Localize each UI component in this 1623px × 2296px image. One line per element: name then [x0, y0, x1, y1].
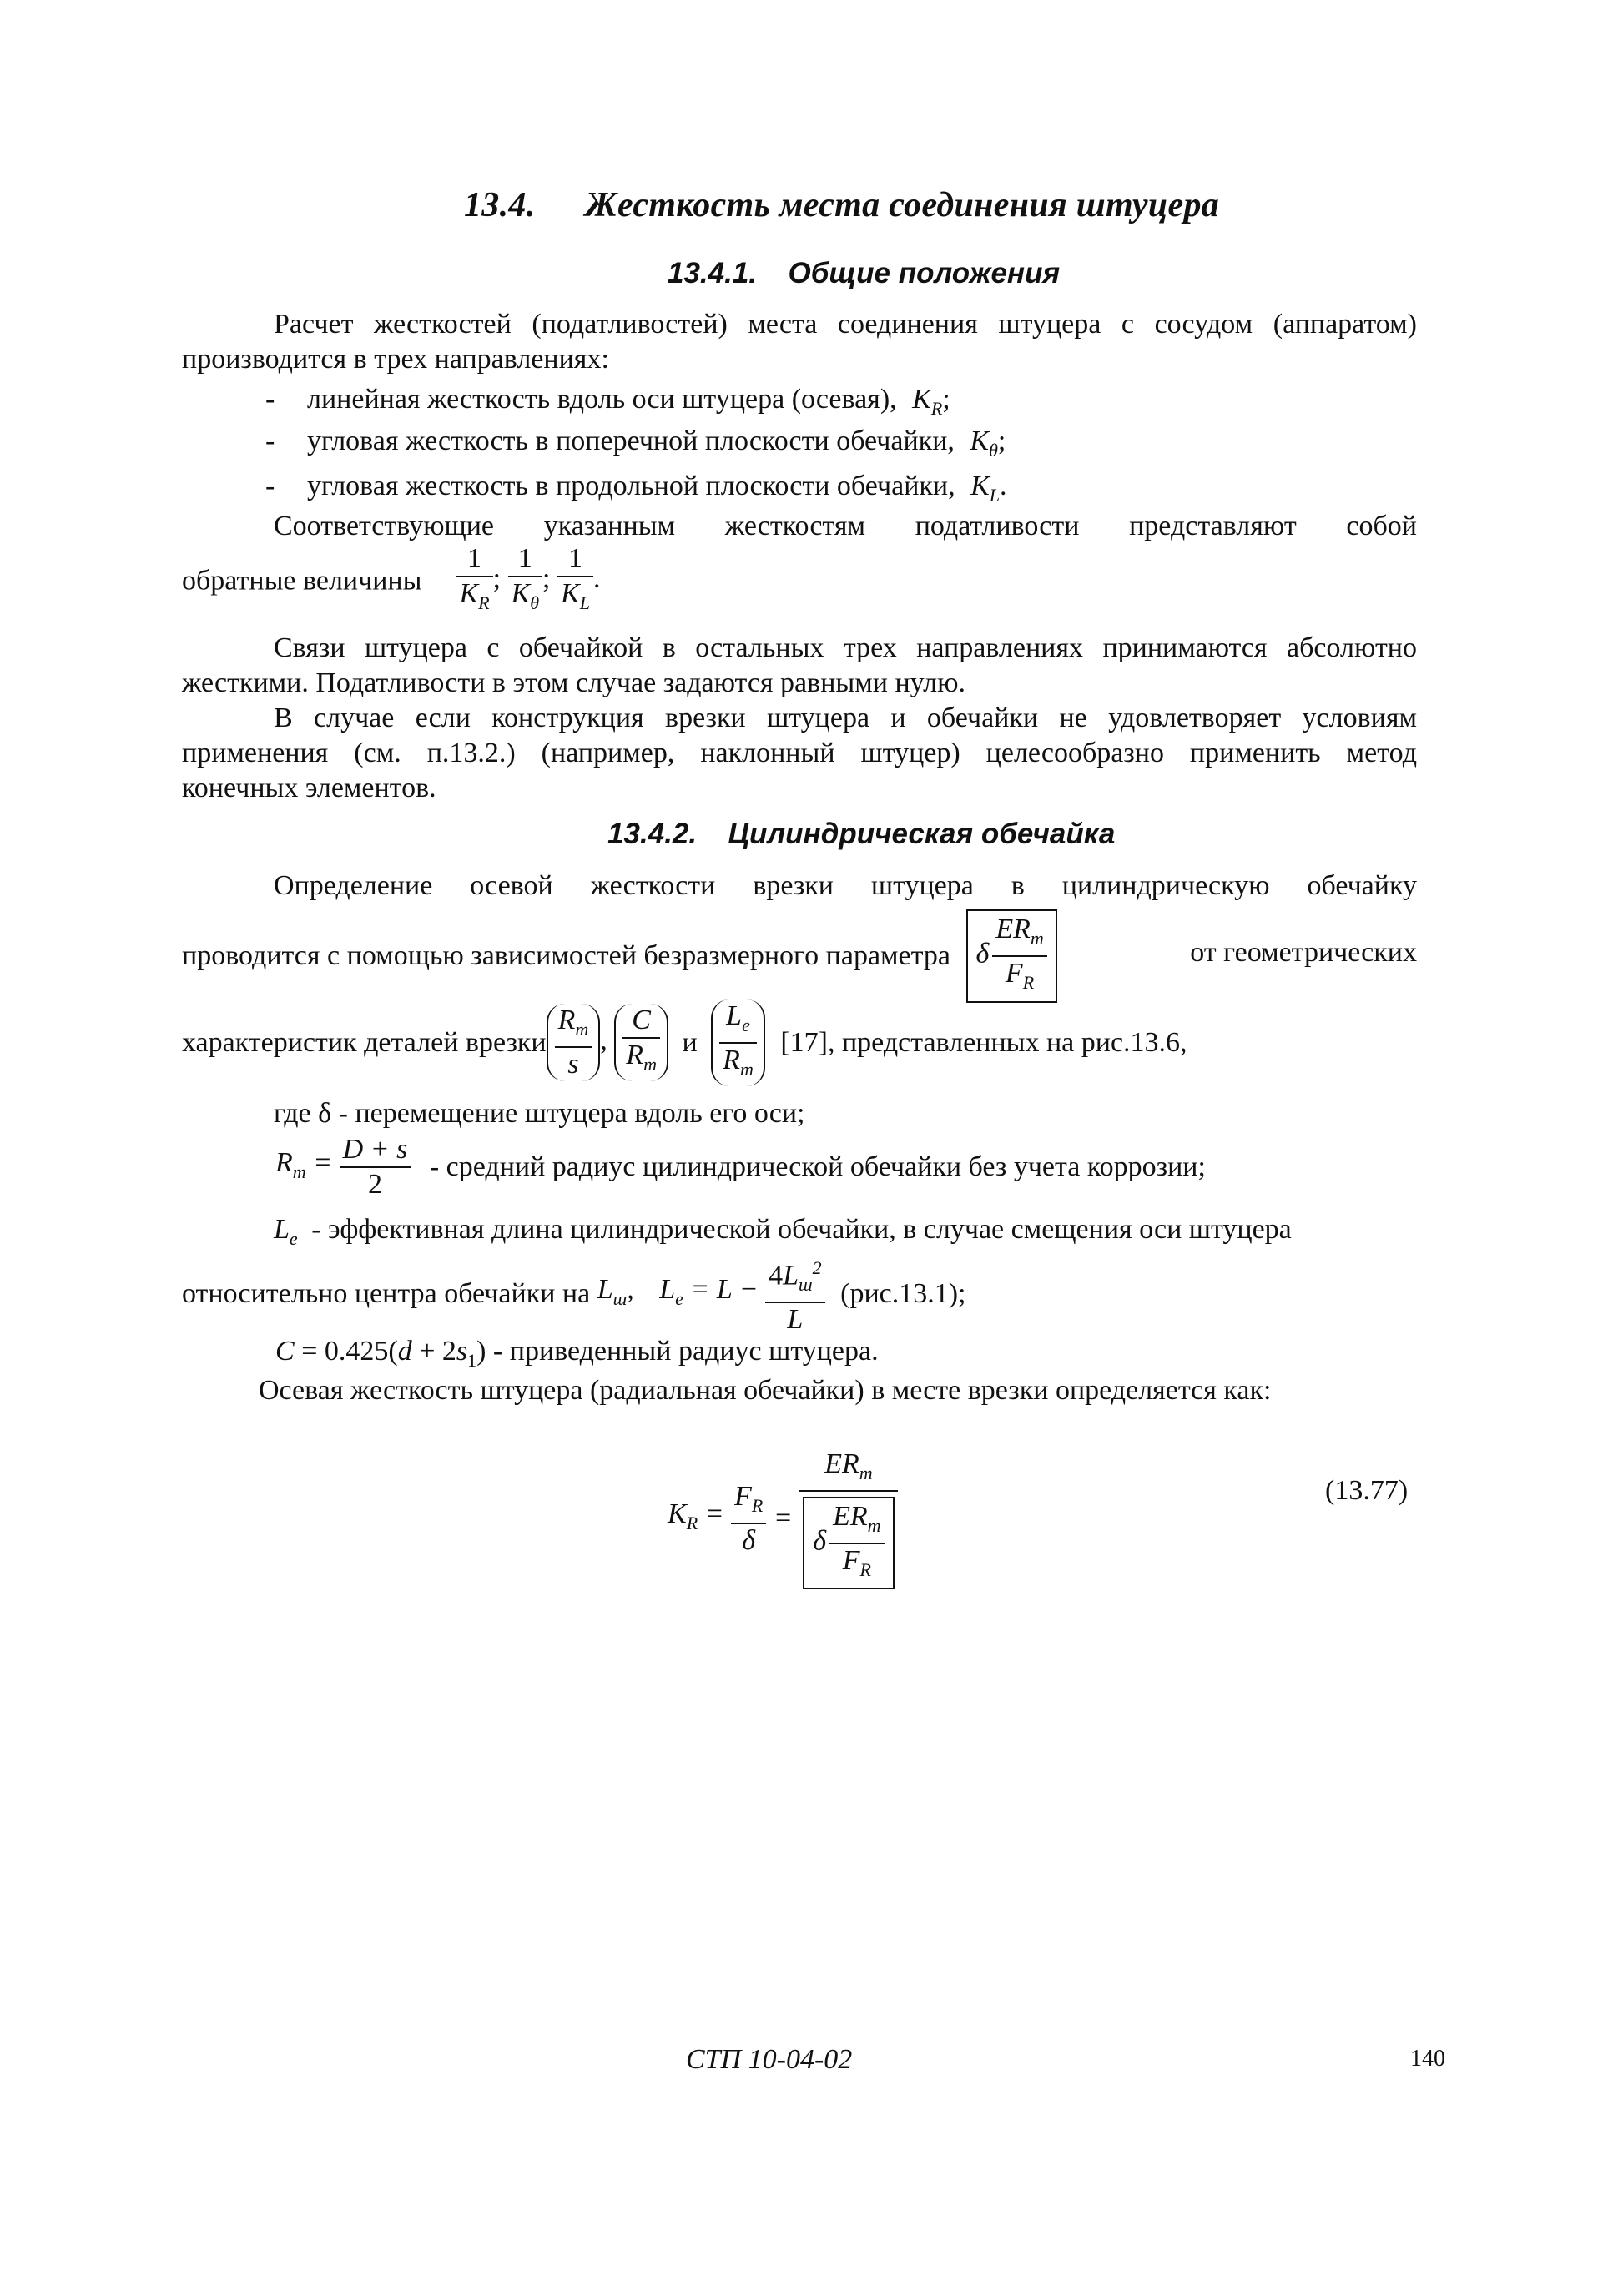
list-item: - угловая жесткость в поперечной плоскости обечайки, $K_\theta$; [265, 425, 1006, 461]
paragraph-line: применения (см. п.13.2.) (например, наклонный штуцер) целесообразно применить метод [182, 738, 1417, 768]
paragraph-line: В случае если конструкция врезки штуцера и обечайки не удовлетворяет условиям [274, 702, 1417, 733]
paragraph-line: Определение осевой жесткости врезки штуцера в цилиндрическую обечайку [274, 870, 1417, 901]
footer-doc-code: СТП 10-04-02 [686, 2044, 853, 2075]
paragraph-line: жесткими. Податливости в этом случае задаются равными нулю. [182, 667, 966, 698]
definition-line: $L_e$ - эффективная длина цилиндрической обечайки, в случае смещения оси штуцера [274, 1214, 1292, 1249]
definition-line-with-formula: $R_m$ = $\frac{D + s}{2}$ - средний радиус цилиндрической обечайки без учета коррозии; [275, 1134, 1206, 1200]
page-number: 140 [1410, 2046, 1445, 2072]
subsection-title: Общие положения [788, 257, 1061, 290]
definition-line: где δ - перемещение штуцера вдоль его оси; [274, 1098, 805, 1129]
subsection-heading-1 [668, 257, 1060, 290]
paragraph-line: производится в трех направлениях: [182, 344, 609, 375]
definition-line-with-formula: относительно центра обечайки на $L_ш$, $L_e = L$ − $\frac{4L_ш^2}{L}$ (рис.13.1); [182, 1251, 966, 1335]
paragraph-line: Осевая жесткость штуцера (радиальная обечайки) в месте врезки определяется как: [259, 1375, 1272, 1406]
section-title: Жесткость места соединения штуцера [585, 186, 1220, 224]
paragraph-line: Связи штуцера с обечайкой в остальных трех направлениях принимаются абсолютно [274, 632, 1417, 663]
list-item: - линейная жесткость вдоль оси штуцера (осевая), $K_R$; [265, 384, 950, 419]
equation-13-77: $K_R$ = $\frac{F_R}{\delta}$ = $ER_m$ δ $\frac{ER_m}{F_R}$ [668, 1448, 898, 1581]
subsection-number: 13.4.1. [668, 257, 758, 290]
paragraph-line: конечных элементов. [182, 773, 436, 803]
definition-line: $C = 0.425(d + 2s_1)$ - приведенный радиус штуцера. [275, 1336, 879, 1371]
equation-number: (13.77) [1325, 1475, 1409, 1506]
section-number: 13.4. [464, 186, 536, 224]
paragraph-line-with-formula: проводится с помощью зависимостей безразмерного параметра δ $\frac{ER_m}{F_R}$ от геометрических [182, 909, 1417, 993]
subsection-title: Цилиндрическая обечайка [728, 818, 1116, 850]
paragraph-line-with-formula: характеристик деталей врезки $\frac{R_m}{s}$ , $\frac{C}{R_m}$ и $\frac{L_e}{R_m}$ [17], представленных на рис.13.6, [182, 999, 1187, 1083]
section-heading [464, 185, 1219, 225]
paragraph-line: Соответствующие указанным жесткостям податливости представляют собой [274, 511, 1417, 541]
list-item: - угловая жесткость в продольной плоскости обечайки, $K_L$. [265, 471, 1007, 506]
subsection-number: 13.4.2. [607, 818, 698, 850]
paragraph-line: Расчет жесткостей (податливостей) места соединения штуцера с сосудом (аппаратом) [274, 309, 1417, 340]
subsection-heading-2 [607, 818, 1115, 851]
paragraph-line-with-fractions: обратные величины $\frac{1}{K_R}$ ; $\frac{1}{K_\theta}$ ; $\frac{1}{K_L}$ . [182, 543, 601, 613]
